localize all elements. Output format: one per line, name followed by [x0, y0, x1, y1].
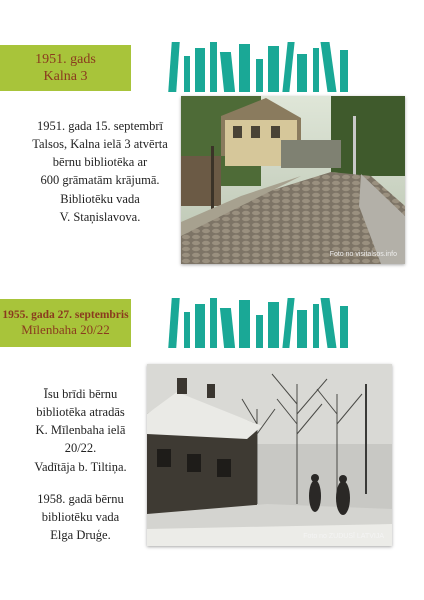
milenbaha-street-photo [147, 364, 392, 546]
text-line: Talsos, Kalna ielā 3 atvērta [32, 137, 168, 152]
text-line: V. Staņislavova. [59, 209, 141, 224]
text-line: 600 grāmatām krājumā. [40, 173, 160, 188]
text-line: bērnu bibliotēka ar [52, 155, 148, 170]
section-1-year: 1951. gads [35, 51, 96, 67]
section-2-tag [0, 299, 131, 347]
text-line: 1951. gada 15. septembrī [36, 119, 163, 133]
photo-credit: Foto no visitalsos.info [329, 251, 397, 258]
kalna-street-illustration [181, 96, 405, 264]
text-line: Vadītāja b. Tiltiņa. [34, 459, 127, 474]
book-spines-icon [170, 40, 350, 92]
section-2-description [18, 385, 143, 544]
section-2-date: 1955. gada 27. septembris [2, 308, 129, 321]
text-line: bibliotēku vada [41, 509, 120, 524]
photo-credit: Foto no ZUDUSĪ LATVIJA [303, 533, 384, 540]
section-1-tag [0, 45, 131, 91]
text-line: K. Mīlenbaha ielā [35, 423, 126, 438]
book-spines-icon [170, 296, 350, 348]
text-line: bibliotēka atradās [36, 405, 125, 420]
section-2-address: Mīlenbaha 20/22 [21, 322, 110, 338]
section-1-description [20, 117, 180, 226]
section-1-address: Kalna 3 [43, 69, 88, 84]
text-line: Elga Druģe. [50, 527, 111, 542]
text-line: 20/22. [64, 441, 97, 456]
text-line: 1958. gadā bērnu [37, 491, 124, 506]
text-line: Bibliotēku vada [60, 191, 140, 206]
kalna-street-photo [181, 96, 405, 264]
winter-street-illustration [147, 364, 392, 546]
text-line: Īsu brīdi bērnu [43, 387, 118, 401]
